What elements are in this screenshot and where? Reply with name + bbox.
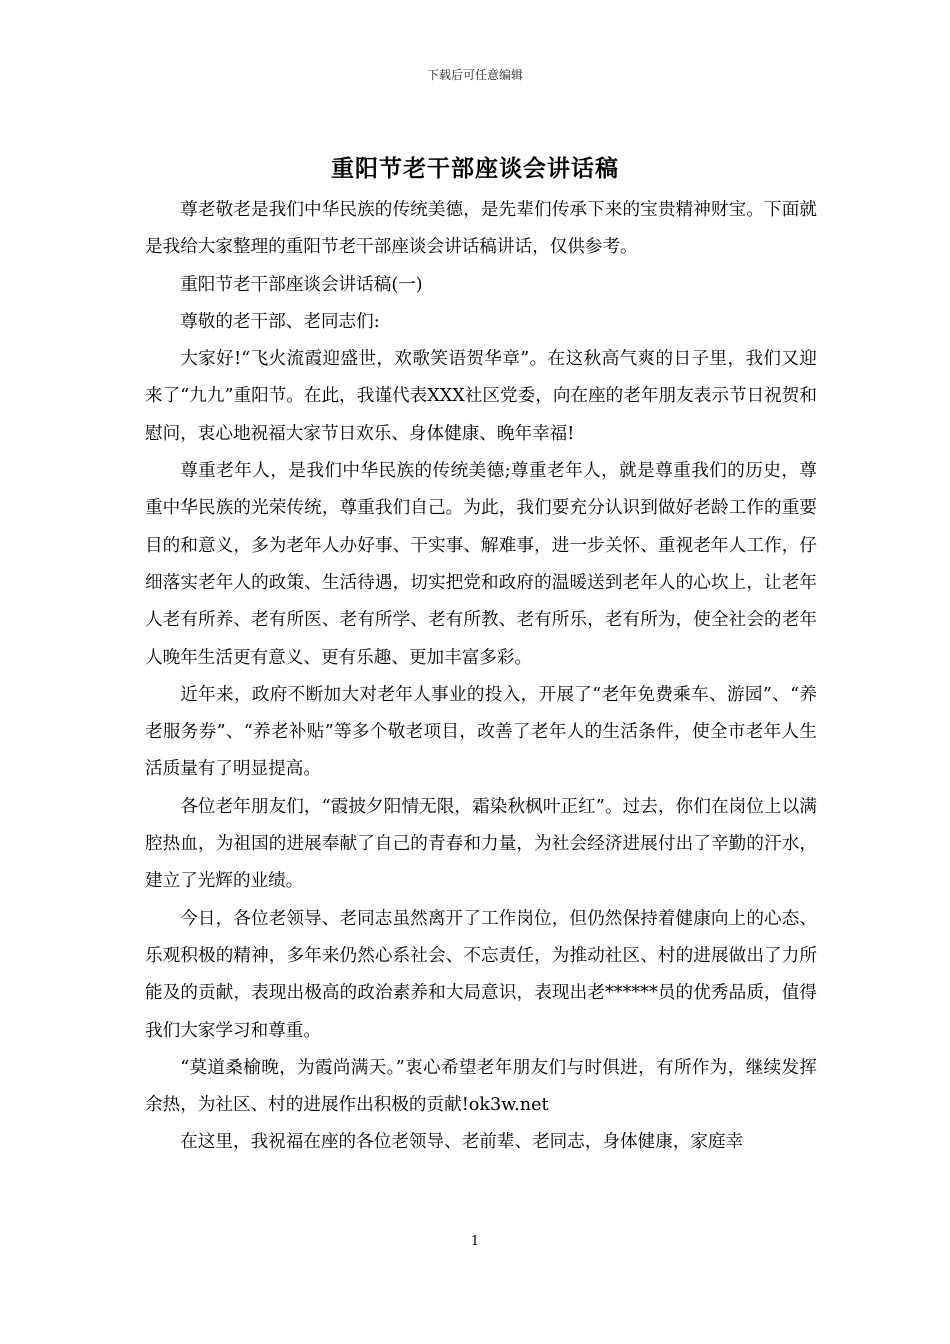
paragraph-respect-elders: 尊重老年人，是我们中华民族的传统美德;尊重老年人，就是尊重我们的历史，尊重中华民族的光荣传统，尊重我们自己。为此，我们要充分认识到做好老龄工作的重要目的和意义，多为老年人办好事、干实事、解难事，进一步关怀、重视老年人工作，仔细落实老年人的政策、生活待遇，切实把党和政府的温暖送到老年人的心坎上，让老年人老有所养、老有所医、老有所学、老有所教、老有所乐，老有所为，使全社会的老年人晚年生活更有意义、更有乐趣、更加丰富多彩。 xyxy=(145,461,817,668)
paragraph-greeting: 大家好!“飞火流霞迎盛世，欢歌笑语贺华章”。在这秋高气爽的日子里，我们又迎来了“九九”重阳节。在此，我谨代表XXX社区党委，向在座的老年朋友表示节日祝贺和慰问，衷心地祝福大家节日欢乐、身体健康、晚年幸福! xyxy=(145,349,817,444)
paragraph-present-spirit: 今日，各位老领导、老同志虽然离开了工作岗位，但仍然保持着健康向上的心态、乐观积极的精神，多年来仍然心系社会、不忘责任，为推动社区、村的进展做出了力所能及的贡献，表现出极高的政治素养和大局意识，表现出老******员的优秀品质，值得我们大家学习和尊重。 xyxy=(145,908,817,1041)
page-number: 1 xyxy=(470,1234,480,1249)
paragraph-government-investment: 近年来，政府不断加大对老年人事业的投入，开展了“老年免费乘车、游园”、“养老服务券”、“养老补贴”等多个敬老项目，改善了老年人的生活条件，使全市老年人生活质量有了明显提高。 xyxy=(145,684,817,780)
paragraph-salutation: 尊敬的老干部、老同志们: xyxy=(180,311,380,332)
paragraph-hope: “莫道桑榆晚，为霞尚满天。”衷心希望老年朋友们与时俱进，有所作为，继续发挥余热，为社区、村的进展作出积极的贡献!ok3w.net xyxy=(145,1057,817,1116)
paragraph-intro: 尊老敬老是我们中华民族的传统美德，是先辈们传承下来的宝贵精神财宝。下面就是我给大家整理的重阳节老干部座谈会讲话稿讲话，仅供参考。 xyxy=(145,200,817,258)
document-title: 重阳节老干部座谈会讲话稿 xyxy=(331,155,619,182)
paragraph-subtitle: 重阳节老干部座谈会讲话稿(一) xyxy=(180,274,423,295)
paragraph-past-contributions: 各位老年朋友们，“霞披夕阳情无限，霜染秋枫叶正红”。过去，你们在岗位上以满腔热血，为祖国的进展奉献了自己的青春和力量，为社会经济进展付出了辛勤的汗水，建立了光辉的业绩。 xyxy=(145,796,817,892)
document-body xyxy=(145,192,817,1162)
paragraph-blessing: 在这里，我祝福在座的各位老领导、老前辈、老同志，身体健康，家庭幸 xyxy=(180,1132,744,1153)
header-note: 下载后可任意编辑 xyxy=(426,68,523,82)
